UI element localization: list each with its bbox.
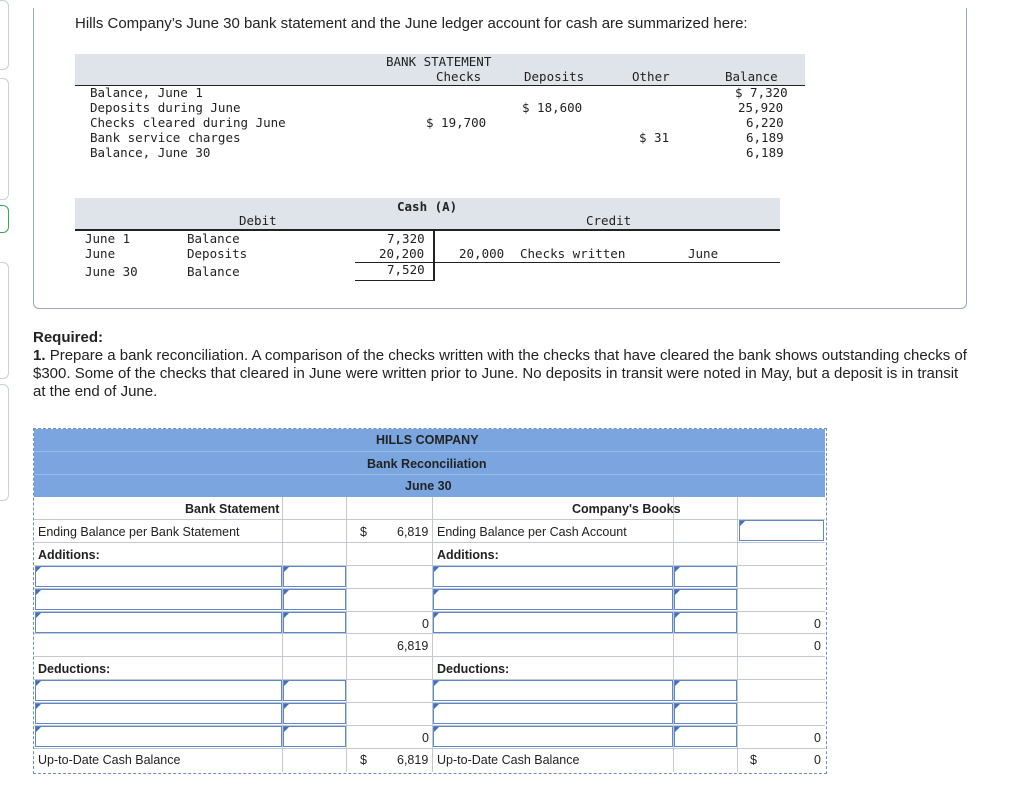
books-uptodate-value: 0 [814,753,821,767]
intro-text: Hills Company’s June 30 bank statement and the June ledger account for cash are summarized here: [75,15,748,32]
ledger-top-rule [75,229,780,231]
bank-deductions-total: 0 [422,731,429,745]
books-addition-desc-input[interactable] [433,612,673,633]
ledger-title: Cash (A) [397,199,458,214]
bank-addition-desc-input[interactable] [35,589,282,610]
books-adjusted-balance: 0 [814,639,821,653]
bank-additions-label: Additions: [38,548,100,562]
left-edge-tab[interactable] [0,205,9,233]
col-checks: Checks [436,69,482,84]
ledger-debit-date: June 30 [85,264,138,279]
ledger-debit-date: June [85,246,116,261]
ledger-debit-desc: Balance [187,264,240,279]
ledger-center-line [433,229,435,281]
left-edge-decoration [0,78,9,200]
required-text [33,347,973,401]
col-deposits: Deposits [524,69,585,84]
books-deduction-desc-input[interactable] [433,726,673,747]
recon-title: Bank Reconciliation [367,457,487,471]
bs-row-balance: 6,189 [746,145,784,160]
books-deduction-amount-input[interactable] [674,680,737,701]
bs-row-label: Deposits during June [90,100,241,115]
books-ending-label: Ending Balance per Cash Account [437,525,627,539]
books-deduction-desc-input[interactable] [433,680,673,701]
bank-statement-title: BANK STATEMENT [386,54,492,69]
books-deduction-amount-input[interactable] [674,726,737,747]
books-additions-label: Additions: [437,548,499,562]
books-ending-input[interactable] [739,520,824,541]
books-deductions-label: Deductions: [437,662,510,676]
grid-col [346,497,347,772]
required-title: Required: [33,329,104,346]
col-balance: Balance [725,69,778,84]
recon-company: HILLS COMPANY [376,433,479,447]
bs-row-balance: $ 7,320 [735,85,788,100]
bank-adjusted-balance: 6,819 [397,639,429,653]
bs-row-balance: 6,220 [746,115,784,130]
bs-row-label: Balance, June 30 [90,145,211,160]
bank-addition-amount-input[interactable] [283,612,346,633]
recon-date: June 30 [405,479,452,493]
bs-row-checks: $ 19,700 [426,115,487,130]
bank-ending-dollar: $ [360,525,367,539]
books-uptodate-dollar: $ [750,753,757,767]
books-additions-total: 0 [814,617,821,631]
ledger-credit-date: June [688,246,719,261]
bank-deduction-amount-input[interactable] [283,726,346,747]
books-deduction-desc-input[interactable] [433,703,673,724]
bank-deduction-desc-input[interactable] [35,703,282,724]
ledger-debit-desc: Deposits [187,246,248,261]
bank-deduction-desc-input[interactable] [35,680,282,701]
grid-row [34,519,825,520]
bank-addition-amount-input[interactable] [283,566,346,587]
left-edge-decoration [0,384,9,501]
ledger-balance-underline [355,280,433,281]
ledger-debit-amount: 7,320 [387,231,425,246]
band-divider [34,474,825,475]
bs-row-balance: 6,189 [746,130,784,145]
books-deductions-total: 0 [814,731,821,745]
books-addition-desc-input[interactable] [433,566,673,587]
bs-row-label: Balance, June 1 [90,85,203,100]
band-divider [34,451,825,452]
grid-row [34,542,825,543]
ledger-credit-label: Credit [586,213,632,228]
grid-row [34,656,825,657]
bank-ending-value: 6,819 [397,525,429,539]
ledger-credit-underline [435,262,780,263]
bank-additions-total: 0 [422,617,429,631]
bank-deductions-label: Deductions: [38,662,111,676]
company-books-header: Company's Books [572,502,681,516]
bs-row-label: Bank service charges [90,130,241,145]
required-instructions: Prepare a bank reconciliation. A comparison of the checks written with the checks that have cleared the bank shows outstanding checks of $300. Some of the checks that cleared in June were written prior to June. No deposits in transit were noted in May, but a deposit is in transit at the end of June. [33,347,967,400]
ledger-debit-date: June 1 [85,231,131,246]
bank-deduction-amount-input[interactable] [283,680,346,701]
grid-row [34,748,825,749]
bank-addition-amount-input[interactable] [283,589,346,610]
ledger-debit-desc: Balance [187,231,240,246]
grid-col [737,497,738,772]
bank-deduction-amount-input[interactable] [283,703,346,724]
bank-deduction-desc-input[interactable] [35,726,282,747]
books-addition-desc-input[interactable] [433,589,673,610]
grid-row [34,633,825,634]
ledger-credit-desc: Checks written [520,246,626,261]
left-edge-decoration [0,0,9,70]
books-addition-amount-input[interactable] [674,612,737,633]
col-other: Other [632,69,670,84]
books-addition-amount-input[interactable] [674,589,737,610]
bank-uptodate-label: Up-to-Date Cash Balance [38,753,181,767]
bs-row-balance: 25,920 [738,100,784,115]
bs-row-other: $ 31 [639,130,670,145]
ledger-debit-amount: 7,520 [387,262,425,277]
bank-addition-desc-input[interactable] [35,566,282,587]
bank-uptodate-dollar: $ [360,753,367,767]
ledger-debit-label: Debit [239,213,277,228]
bs-row-deposits: $ 18,600 [522,100,583,115]
required-item-number: 1. [33,347,46,364]
ledger-debit-amount: 20,200 [379,246,425,261]
books-addition-amount-input[interactable] [674,566,737,587]
bank-uptodate-value: 6,819 [397,753,429,767]
ledger-credit-amount: 20,000 [459,246,505,261]
books-uptodate-label: Up-to-Date Cash Balance [437,753,580,767]
bank-ending-label: Ending Balance per Bank Statement [38,525,240,539]
bank-statement-header: Bank Statement [185,502,280,516]
bs-row-label: Checks cleared during June [90,115,286,130]
books-deduction-amount-input[interactable] [674,703,737,724]
left-edge-decoration [0,262,9,379]
bank-addition-desc-input[interactable] [35,612,282,633]
